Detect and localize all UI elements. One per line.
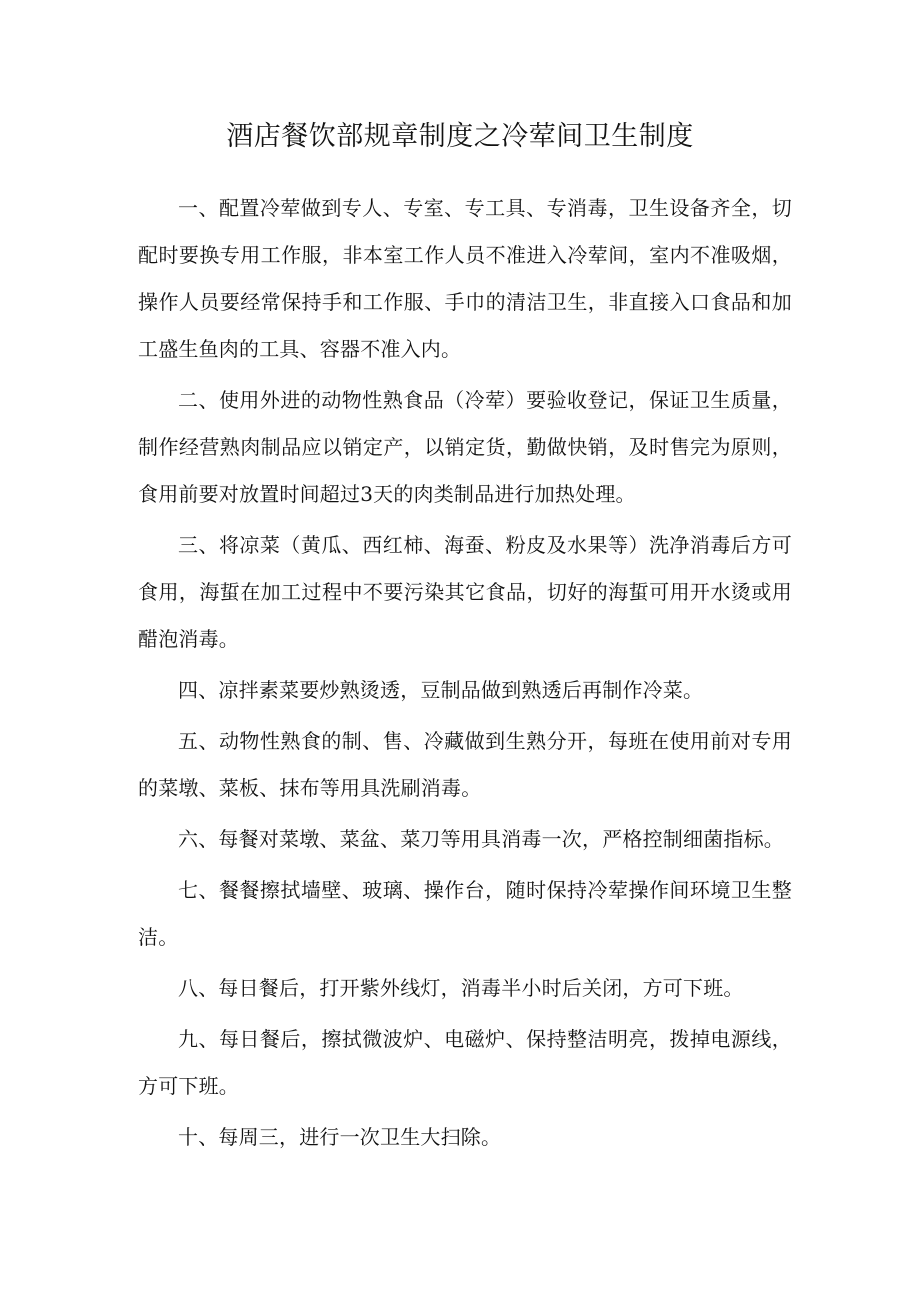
paragraph-9: 九、每日餐后，擦拭微波炉、电磁炉、保持整洁明亮，拨掉电源线，方可下班。 — [138, 1027, 792, 1098]
document-title: 酒店餐饮部规章制度之冷荤间卫生制度 — [226, 121, 694, 152]
paragraph-2: 二、使用外进的动物性熟食品（冷荤）要验收登记，保证卫生质量，制作经营熟肉制品应以销定产，以销定货，勤做快销，及时售完为原则，食用前要对放置时间超过3天的肉类制品进行加热处理。 — [138, 388, 792, 506]
paragraph-6: 六、每餐对菜墩、菜盆、菜刀等用具消毒一次，严格控制细菌指标。 — [178, 827, 784, 851]
document-body — [138, 185, 792, 1161]
paragraph-1: 一、配置冷荤做到专人、专室、专工具、专消毒，卫生设备齐全，切配时要换专用工作服，非本室工作人员不准进入冷荤间，室内不准吸烟，操作人员要经常保持手和工作服、手巾的清洁卫生，非直接入口食品和加工盛生鱼肉的工具、容器不准入内。 — [138, 196, 792, 361]
paragraph-10: 十、每周三，进行一次卫生大扫除。 — [178, 1125, 502, 1149]
paragraph-7: 七、餐餐擦拭墙壁、玻璃、操作台，随时保持冷荤操作间环境卫生整洁。 — [138, 878, 792, 949]
paragraph-8: 八、每日餐后，打开紫外线灯，消毒半小时后关闭，方可下班。 — [178, 976, 744, 1000]
paragraph-3: 三、将凉菜（黄瓜、西红柿、海蚕、粉皮及水果等）洗净消毒后方可食用，海蜇在加工过程中不要污染其它食品，切好的海蜇可用开水烫或用醋泡消毒。 — [138, 533, 792, 651]
paragraph-4: 四、凉拌素菜要炒熟烫透，豆制品做到熟透后再制作冷菜。 — [178, 678, 704, 702]
paragraph-5: 五、动物性熟食的制、售、冷藏做到生熟分开，每班在使用前对专用的菜墩、菜板、抹布等用具洗刷消毒。 — [138, 729, 792, 800]
